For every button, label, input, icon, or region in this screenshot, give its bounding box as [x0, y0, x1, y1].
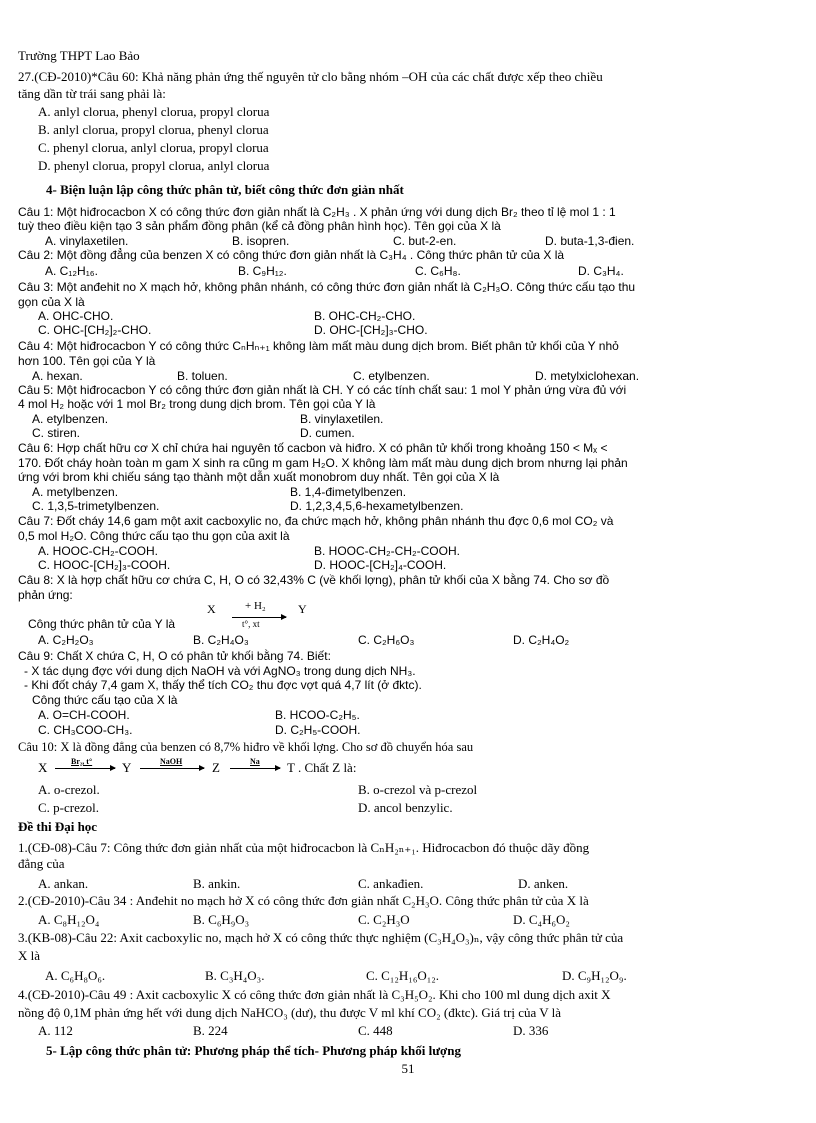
d2-option-a: A. C₈H₁₂O₄ — [38, 912, 100, 927]
c10-option-b: B. o-crezol và p-crezol — [358, 782, 478, 797]
c10-option-d: D. ancol benzylic. — [358, 800, 453, 815]
c10-arrow-3 — [230, 768, 280, 769]
d1-option-b: B. ankin. — [193, 876, 241, 891]
c10-arrow-1 — [55, 768, 115, 769]
q27-stem: 27.(CĐ-2010)*Câu 60: Khả năng phản ứng thế nguyên tử clo bằng nhóm –OH của các chất được xếp theo chiều — [18, 69, 603, 84]
c10-chain-y: Y — [122, 760, 132, 775]
d4-option-b: B. 224 — [193, 1023, 228, 1038]
c10-chain-x: X — [38, 760, 48, 775]
c3-option-d: D. OHC-[CH₂]₃-CHO. — [314, 323, 428, 337]
c8-option-d: D. C₂H₄O₂ — [513, 633, 570, 647]
c1-option-c: C. but-2-en. — [393, 234, 457, 248]
c6-stem: 170. Đốt cháy hoàn toàn m gam X sinh ra cũng m gam H₂O. X không làm mất màu dung dịch brom nhưng lại phản — [18, 456, 628, 470]
c5-option-a: A. etylbenzen. — [32, 412, 109, 426]
c9-option-d: D. C₂H₅-COOH. — [275, 723, 361, 737]
c7-option-c: C. HOOC-[CH₂]₃-COOH. — [38, 558, 171, 572]
d3-option-a: A. C₆H₈O₆. — [45, 968, 106, 983]
c6-option-c: C. 1,3,5-trimetylbenzen. — [32, 499, 160, 513]
c6-option-b: B. 1,4-đimetylbenzen. — [290, 485, 407, 499]
d3-stem: X là — [18, 948, 41, 963]
c6-stem: Câu 6: Hợp chất hữu cơ X chỉ chứa hai nguyên tố cacbon và hiđro. X có phân tử khối trong khoảng 150 < Mₓ < — [18, 441, 608, 455]
c10-chain-z: Z — [212, 760, 220, 775]
c2-option-c: C. C₆H₈. — [415, 264, 461, 278]
c7-option-a: A. HOOC-CH₂-COOH. — [38, 544, 158, 558]
section-4-heading: 4- Biện luận lập công thức phân tử, biết công thức đơn giản nhất — [46, 182, 404, 197]
c10-reagent-3: Na — [250, 757, 260, 766]
d4-option-a: A. 112 — [38, 1023, 73, 1038]
c8-option-c: C. C₂H₆O₃ — [358, 633, 415, 647]
d1-option-d: D. anken. — [518, 876, 569, 891]
university-exam-heading: Đề thi Đại học — [18, 819, 98, 834]
c10-chain-t: T . Chất Z là: — [287, 760, 357, 775]
d3-stem: 3.(KB-08)-Câu 22: Axit cacboxylic no, mạch hở X có công thức thực nghiệm (C₃H₄O₃)ₙ, vậy công thức phân tử của — [18, 930, 624, 945]
c9-option-b: B. HCOO-C₂H₅. — [275, 708, 360, 722]
c5-stem: Câu 5: Một hiđrocacbon Y có công thức đơn giản nhất là CH. Y có các tính chất sau: 1 mol Y phản ứng vừa đủ với — [18, 383, 627, 397]
c9-option-a: A. O=CH-COOH. — [38, 708, 130, 722]
c8-reagent-bottom: t°, xt — [242, 619, 260, 629]
c10-reagent-2: NaOH — [160, 757, 183, 766]
c3-option-b: B. OHC-CH₂-CHO. — [314, 309, 416, 323]
d2-stem: 2.(CĐ-2010)-Câu 34 : Anđehit no mạch hở X có công thức đơn giản nhất C₂H₃O. Công thức phân tử của X là — [18, 893, 589, 908]
c10-option-c: C. p-crezol. — [38, 800, 100, 815]
c6-option-d: D. 1,2,3,4,5,6-hexametylbenzen. — [290, 499, 464, 513]
c9-condition-2: - Khi đốt cháy 7,4 gam X, thấy thể tích CO₂ thu đợc vợt quá 4,7 lít (ở đktc). — [24, 678, 422, 692]
c9-question: Công thức cấu tạo của X là — [32, 693, 178, 707]
school-header: Trường THPT Lao Bảo — [18, 48, 140, 63]
c1-stem: Câu 1: Một hiđrocacbon X có công thức đơn giản nhất là C₂H₃ . X phản ứng với dung dịch Br₂ theo tỉ lệ mol 1 : 1 — [18, 205, 616, 219]
c5-option-d: D. cumen. — [300, 426, 355, 440]
c3-option-c: C. OHC-[CH₂]₂-CHO. — [38, 323, 152, 337]
c3-option-a: A. OHC-CHO. — [38, 309, 114, 323]
c7-stem: Câu 7: Đốt cháy 14,6 gam một axit cacboxylic no, đa chức mạch hở, không phân nhánh thu đợc 0,6 mol CO₂ và — [18, 514, 614, 528]
c8-option-a: A. C₂H₂O₃ — [38, 633, 94, 647]
d3-option-c: C. C₁₂H₁₆O₁₂. — [366, 968, 440, 983]
c10-reagent-1: Br₂, t° — [71, 757, 93, 766]
c9-condition-1: - X tác dụng đợc với dung dịch NaOH và với AgNO₃ trong dung dịch NH₃. — [24, 664, 416, 678]
c3-stem: gọn của X là — [18, 295, 85, 309]
d1-stem: đẳng của — [18, 856, 65, 871]
c2-option-b: B. C₉H₁₂. — [238, 264, 287, 278]
c7-stem: 0,5 mol H₂O. Công thức cấu tạo thu gọn của axit là — [18, 529, 290, 543]
q27-option-c: C. phenyl clorua, anlyl clorua, propyl clorua — [38, 140, 269, 155]
c4-stem: Câu 4: Một hiđrocacbon Y có công thức CₙHₙ₊₁ không làm mất màu dung dịch brom. Biết phân tử khối của Y nhỏ — [18, 339, 619, 353]
q27-option-a: A. anlyl clorua, phenyl clorua, propyl clorua — [38, 104, 270, 119]
c4-option-d: D. metylxiclohexan. — [535, 369, 640, 383]
c1-option-d: D. buta-1,3-đien. — [545, 234, 635, 248]
d3-option-b: B. C₃H₄O₃. — [205, 968, 265, 983]
c6-stem: ứng với brom khi chiếu sáng tạo thành một dẫn xuất monobrom duy nhất. Tên gọi của X là — [18, 470, 500, 484]
c8-scheme-x: X — [207, 602, 216, 616]
d2-option-d: D. C₄H₆O₂ — [513, 912, 570, 927]
c9-option-c: C. CH₃COO-CH₃. — [38, 723, 133, 737]
c10-stem: Câu 10: X là đồng đẳng của benzen có 8,7% hiđro về khối lợng. Cho sơ đồ chuyển hóa sau — [18, 740, 474, 754]
c4-option-a: A. hexan. — [32, 369, 83, 383]
d4-option-c: C. 448 — [358, 1023, 393, 1038]
c1-option-b: B. isopren. — [232, 234, 290, 248]
d1-option-a: A. ankan. — [38, 876, 89, 891]
c7-option-d: D. HOOC-[CH₂]₄-COOH. — [314, 558, 447, 572]
c6-option-a: A. metylbenzen. — [32, 485, 119, 499]
c7-option-b: B. HOOC-CH₂-CH₂-COOH. — [314, 544, 460, 558]
c8-stem: phản ứng: — [18, 588, 73, 602]
d2-option-b: B. C₆H₉O₃ — [193, 912, 250, 927]
d4-option-d: D. 336 — [513, 1023, 549, 1038]
c8-option-b: B. C₂H₄O₃ — [193, 633, 249, 647]
c8-question: Công thức phân tử của Y là — [28, 617, 176, 631]
c9-stem: Câu 9: Chất X chứa C, H, O có phân tử khối bằng 74. Biết: — [18, 649, 331, 663]
c1-stem: tuỳ theo điều kiện tạo 3 sản phẩm đồng phân (kể cả đồng phân hình học). Tên gọi của X là — [18, 219, 501, 233]
d1-option-c: C. ankađien. — [358, 876, 424, 891]
c4-stem: hơn 100. Tên gọi của Y là — [18, 354, 156, 368]
c2-option-d: D. C₃H₄. — [578, 264, 624, 278]
c10-arrow-2 — [140, 768, 204, 769]
d3-option-d: D. C₉H₁₂O₉. — [562, 968, 627, 983]
c5-option-b: B. vinylaxetilen. — [300, 412, 384, 426]
c8-scheme-y: Y — [298, 602, 307, 616]
c8-reagent-top: + H₂ — [245, 600, 266, 612]
q27-option-b: B. anlyl clorua, propyl clorua, phenyl clorua — [38, 122, 269, 137]
c8-stem: Câu 8: X là hợp chất hữu cơ chứa C, H, O có 32,43% C (về khối lợng), phân tử khối của X bằng 74. Cho sơ đồ — [18, 573, 610, 587]
c3-stem: Câu 3: Một anđehit no X mạch hở, không phân nhánh, có công thức đơn giản nhất là C₂H₃O. Công thức cấu tạo thu — [18, 280, 636, 294]
c5-stem: 4 mol H₂ hoặc với 1 mol Br₂ trong dung dịch brom. Tên gọi của Y là — [18, 397, 376, 411]
c1-option-a: A. vinylaxetilen. — [45, 234, 129, 248]
d2-option-c: C. C₂H₃O — [358, 912, 410, 927]
c10-option-a: A. o-crezol. — [38, 782, 100, 797]
d4-stem: nồng độ 0,1M phản ứng hết với dung dịch NaHCO₃ (dư), thu được V ml khí CO₂ (đktc). Giá trị của V là — [18, 1005, 562, 1020]
c2-option-a: A. C₁₂H₁₆. — [45, 264, 98, 278]
c4-option-c: C. etylbenzen. — [353, 369, 430, 383]
q27-stem: tăng dần từ trái sang phải là: — [18, 86, 166, 101]
d1-stem: 1.(CĐ-08)-Câu 7: Công thức đơn giản nhất của một hiđrocacbon là CₙH₂ₙ₊₁. Hiđrocacbon đó thuộc dãy đồng — [18, 840, 590, 855]
c2-stem: Câu 2: Một đồng đẳng của benzen X có công thức đơn giản nhất là C₃H₄ . Công thức phân tử của X là — [18, 248, 565, 262]
d4-stem: 4.(CĐ-2010)-Câu 49 : Axit cacboxylic X có công thức đơn giản nhất là C₃H₅O₂. Khi cho 100 ml dung dịch axit X — [18, 987, 611, 1002]
c5-option-c: C. stiren. — [32, 426, 81, 440]
section-5-heading: 5- Lập công thức phân tử: Phương pháp thể tích- Phương pháp khối lượng — [46, 1043, 461, 1058]
c4-option-b: B. toluen. — [177, 369, 228, 383]
page-number: 51 — [401, 1061, 415, 1076]
q27-option-d: D. phenyl clorua, propyl clorua, anlyl clorua — [38, 158, 270, 173]
